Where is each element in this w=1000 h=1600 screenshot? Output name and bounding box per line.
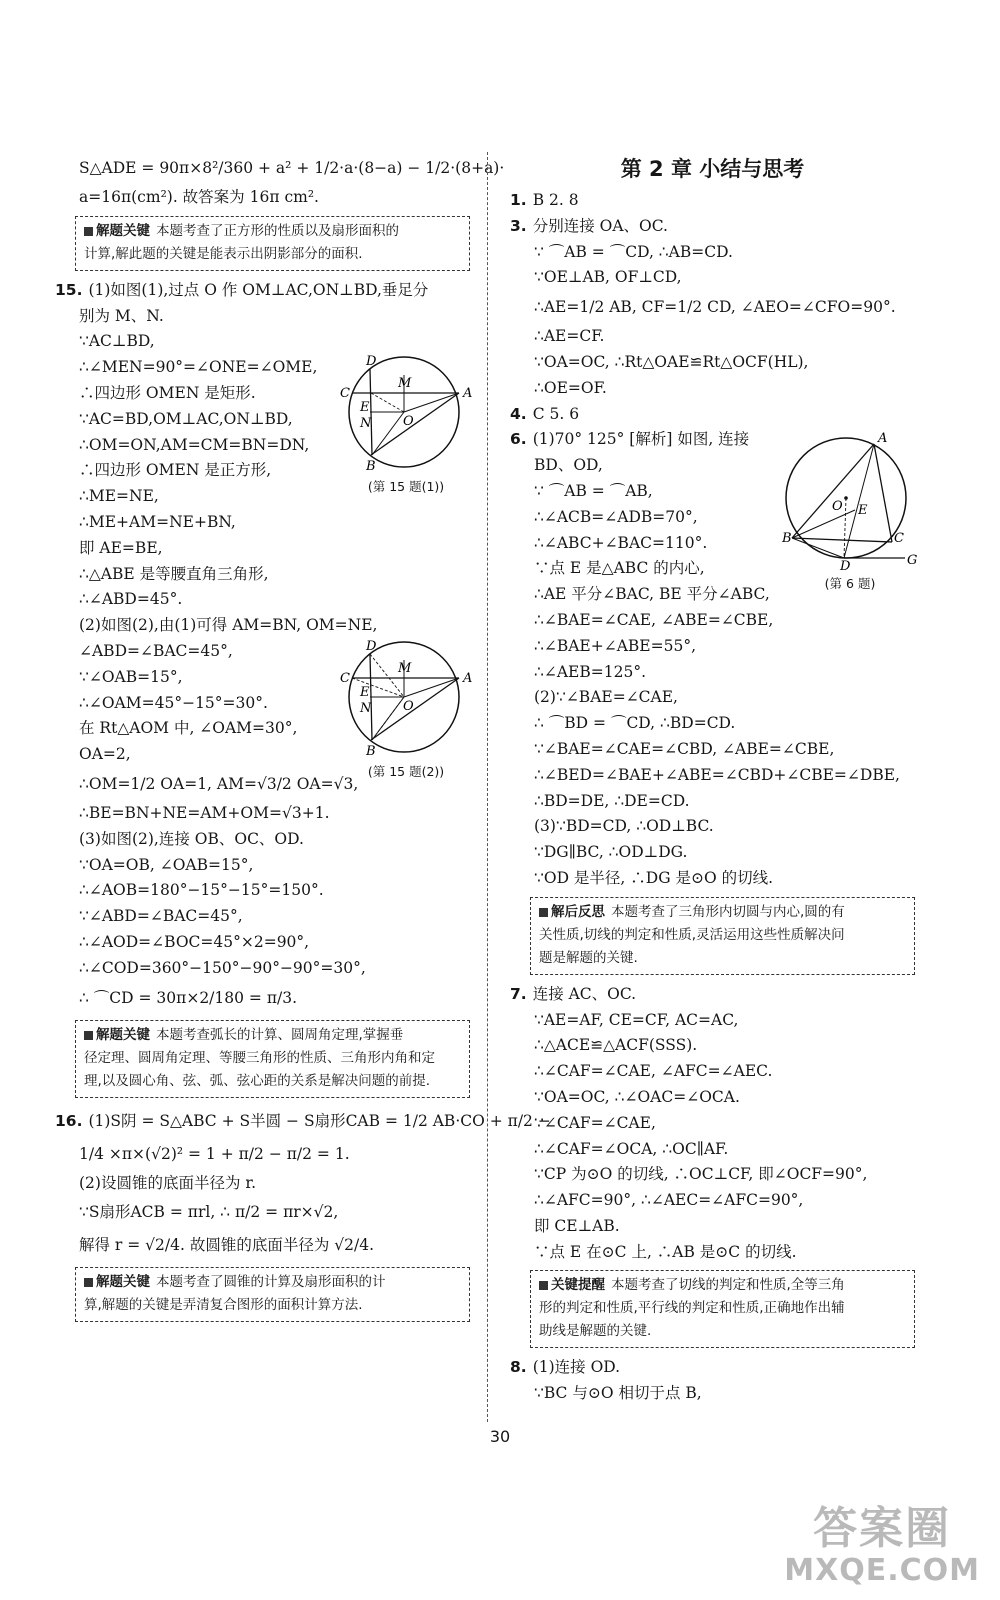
- text-line: [510, 479, 804, 505]
- figure-6: [780, 430, 920, 592]
- line-text: 别为 M、N.: [79, 306, 164, 325]
- fig6-label-B: B: [782, 531, 792, 546]
- tip-tag: 解后反思: [539, 904, 605, 920]
- line-text: (1)连接 OD.: [532, 1358, 621, 1377]
- text-line: [55, 665, 359, 691]
- fig15b-label-N: N: [360, 701, 372, 716]
- line-text: 即 AE=BE,: [79, 538, 163, 557]
- line-text: ∴∠OAM=45°−15°=30°.: [79, 693, 268, 712]
- tip-text: 径定理、圆周角定理、等腰三角形的性质、三角形内角和定: [84, 1049, 435, 1066]
- text-line: [510, 350, 915, 376]
- text-line: [55, 878, 470, 904]
- line-text: ∴∠AOB=180°−15°−15°=150°.: [79, 881, 324, 900]
- text-line: [510, 531, 804, 557]
- question-number: 8.: [510, 1358, 527, 1377]
- line-text: (1)70° 125° [解析] 如图, 连接: [532, 430, 750, 449]
- fig15b-label-O: O: [403, 699, 414, 714]
- text-line: [55, 982, 470, 1015]
- text-line: [510, 866, 915, 892]
- text-line: [55, 1196, 470, 1229]
- text-line: [510, 291, 915, 324]
- tip-box: [75, 1267, 470, 1322]
- text-line: [55, 853, 470, 879]
- text-line: [55, 433, 359, 459]
- line-text: ∵AC⊥BD,: [79, 332, 155, 351]
- question-number: 1.: [510, 191, 527, 209]
- text-line: [55, 304, 470, 330]
- tip-text: 形的判定和性质,平行线的判定和性质,正确地作出辅: [539, 1300, 845, 1317]
- tip-text: 助线是解题的关键.: [539, 1323, 652, 1340]
- line-text: ∵ ⌒AB = ⌒AB,: [534, 481, 653, 500]
- text-line: [55, 329, 470, 355]
- text-line: [55, 930, 470, 956]
- line-text: S△ADE = 90π×8²/360 + a² + 1/2·a·(8−a) − 1/2·(8+a)·: [79, 159, 505, 177]
- line-text: ∴BE=BN+NE=AM+OM=√3+1.: [79, 803, 330, 822]
- line-text: ∴OM=ON,AM=CM=BN=DN,: [79, 435, 310, 454]
- line-text: ∵S扇形ACB = πrl, ∴ π/2 = πr×√2,: [79, 1203, 339, 1222]
- line-text: ∴∠ABD=45°.: [79, 590, 183, 609]
- text-line: [510, 453, 804, 479]
- line-text: a=16π(cm²). 故答案为 16π cm².: [79, 188, 319, 206]
- tip-line: [84, 1294, 461, 1317]
- text-line: [510, 376, 915, 402]
- text-line: [510, 582, 804, 608]
- line-text: ∴AE=CF.: [534, 327, 605, 346]
- fig6-label-C: C: [894, 531, 904, 546]
- column-divider: [487, 152, 488, 1422]
- fig15a-label-C: C: [340, 386, 350, 401]
- line-text: 连接 AC、OC.: [532, 984, 637, 1003]
- tip-line: [84, 1024, 461, 1047]
- line-text: ∴ ⌒CD = 30π×2/180 = π/3.: [79, 988, 298, 1007]
- line-text: ∵OD 是半径, ∴DG 是⊙O 的切线.: [534, 868, 774, 887]
- line-text: ∴∠AOD=∠BOC=45°×2=90°,: [79, 932, 310, 951]
- text-line: [510, 685, 915, 711]
- line-text: ∴∠ACB=∠ADB=70°,: [534, 507, 698, 526]
- line-text: ∠ABD=∠BAC=45°,: [79, 641, 233, 660]
- line-text: (2)设圆锥的底面半径为 r.: [79, 1173, 257, 1192]
- text-line: [510, 240, 915, 266]
- text-line: [55, 904, 470, 930]
- text-line: [510, 214, 915, 240]
- line-text: ∵AE=AF, CE=CF, AC=AC,: [534, 1010, 739, 1029]
- figure-15-1: [336, 355, 476, 495]
- line-text: (3)如图(2),连接 OB、OC、OD.: [79, 829, 304, 848]
- text-line: [510, 982, 915, 1008]
- line-text: (2)∵∠BAE=∠CAE,: [534, 688, 678, 707]
- line-text: ∵∠OAB=15°,: [79, 667, 183, 686]
- question-number: 7.: [510, 984, 527, 1003]
- line-text: ∴△ACE≌△ACF(SSS).: [534, 1036, 698, 1055]
- tip-line: [539, 924, 906, 947]
- text-line: [55, 536, 359, 562]
- text-line: [510, 1111, 915, 1137]
- text-line: [55, 1171, 470, 1197]
- fig15a-label-N: N: [360, 416, 372, 431]
- text-line: [510, 711, 915, 737]
- line-text: 分别连接 OA、OC.: [532, 216, 668, 235]
- text-line: [55, 278, 470, 304]
- figure-15-1-caption: (第 15 题(1)): [367, 479, 445, 494]
- line-text: ∴∠MEN=90°=∠ONE=∠OME,: [79, 358, 318, 377]
- figure-15-2-diagram: [336, 640, 476, 758]
- text-line: [510, 402, 915, 428]
- fig15b-label-A: A: [463, 671, 473, 686]
- text-line: [510, 1381, 915, 1407]
- line-text: ∵CP 为⊙O 的切线, ∴OC⊥CF, 即∠OCF=90°,: [534, 1165, 868, 1184]
- text-line: [55, 768, 359, 801]
- tip-tag: 解题关键: [84, 1027, 150, 1043]
- line-text: ∴BD=DE, ∴DE=CD.: [534, 791, 690, 810]
- fig15a-label-M: M: [398, 376, 412, 391]
- fig6-label-D: D: [840, 559, 851, 570]
- line-text: ∴ME=NE,: [79, 487, 159, 506]
- fig15b-label-E: E: [360, 685, 370, 700]
- line-text: B 2. 8: [532, 191, 579, 209]
- text-line: [510, 1137, 915, 1163]
- fig6-label-G: G: [907, 553, 918, 568]
- tip-text: 本题考查了切线的判定和性质,全等三角: [611, 1277, 845, 1294]
- line-text: ∴ME+AM=NE+BN,: [79, 512, 236, 531]
- line-text: ∴∠AFC=90°, ∴∠AEC=∠AFC=90°,: [534, 1191, 804, 1210]
- tip-text: 本题考查弧长的计算、圆周角定理,掌握垂: [156, 1026, 404, 1043]
- figure-15-2: [336, 640, 476, 780]
- line-text: ∵ ⌒AB = ⌒CD, ∴AB=CD.: [534, 242, 733, 261]
- fig15b-label-M: M: [398, 661, 412, 676]
- tip-line: [84, 1271, 461, 1294]
- tip-text: 本题考查了圆锥的计算及扇形面积的计: [156, 1274, 386, 1291]
- text-line: [55, 484, 359, 510]
- chapter-title: 第 2 章 小结与思考: [620, 157, 805, 181]
- tip-box: [530, 1270, 915, 1348]
- text-line: [510, 814, 915, 840]
- fig15b-label-D: D: [366, 640, 377, 654]
- line-text: ∴∠BAE=∠CAE, ∠ABE=∠CBE,: [534, 610, 774, 629]
- watermark-logo: 答案圈 MXQE.COM: [784, 1503, 980, 1588]
- tip-line: [84, 243, 461, 266]
- fig15a-label-D: D: [366, 355, 377, 369]
- tip-text: 本题考查了三角形内切圆与内心,圆的有: [611, 903, 845, 920]
- line-text: ∴∠COD=360°−150°−90°−90°=30°,: [79, 958, 366, 977]
- text-line: [510, 634, 804, 660]
- page-number: 30: [489, 1427, 511, 1446]
- tip-text: 理,以及圆心角、弦、弧、弦心距的关系是解决问题的前提.: [84, 1072, 431, 1089]
- line-text: ∵点 E 在⊙C 上, ∴AB 是⊙C 的切线.: [534, 1242, 797, 1261]
- line-text: ∴∠BAE+∠ABE=55°,: [534, 636, 697, 655]
- question-number: 4.: [510, 404, 527, 423]
- text-line: [510, 1059, 915, 1085]
- question-number: 15.: [55, 280, 83, 299]
- tip-line: [539, 1320, 906, 1343]
- tip-box: [530, 897, 915, 975]
- text-line: [55, 1138, 470, 1171]
- text-line: [55, 742, 359, 768]
- tip-text: 算,解题的关键是弄清复合图形的面积计算方法.: [84, 1297, 363, 1314]
- line-text: 1/4 ×π×(√2)² = 1 + π/2 − π/2 = 1.: [79, 1144, 350, 1163]
- text-line: [510, 1355, 915, 1381]
- line-text: ∴四边形 OMEN 是正方形,: [79, 461, 272, 480]
- text-line: [510, 1188, 915, 1214]
- text-line: [55, 639, 359, 665]
- question-number: 16.: [55, 1111, 83, 1130]
- text-line: [510, 1008, 915, 1034]
- text-line: [55, 956, 470, 982]
- line-text: (1)S阴 = S△ABC + S半圆 − S扇形CAB = 1/2 AB·CO + π/2 −: [88, 1111, 551, 1130]
- tip-line: [84, 1070, 461, 1093]
- line-text: C 5. 6: [532, 404, 580, 423]
- line-text: ∵OE⊥AB, OF⊥CD,: [534, 268, 682, 287]
- text-line: [55, 716, 359, 742]
- line-text: ∵∠BAE=∠CAE=∠CBD, ∠ABE=∠CBE,: [534, 739, 835, 758]
- fig6-label-A: A: [878, 431, 888, 446]
- line-text: ∴∠CAF=∠OCA, ∴OC∥AF.: [534, 1139, 729, 1158]
- tip-box: [75, 1020, 470, 1098]
- text-line: [55, 510, 359, 536]
- text-line: [510, 265, 915, 291]
- fig6-label-E: E: [858, 503, 868, 518]
- text-line: [510, 556, 804, 582]
- line-text: ∴∠ABC+∠BAC=110°.: [534, 533, 708, 552]
- line-text: ∵DG∥BC, ∴OD⊥DG.: [534, 843, 688, 862]
- fig15b-label-C: C: [340, 671, 350, 686]
- text-line: [510, 660, 804, 686]
- fig15b-label-B: B: [366, 744, 376, 758]
- text-line: [55, 1105, 551, 1138]
- text-line: [510, 763, 915, 789]
- text-line: [510, 427, 780, 453]
- line-text: ∴四边形 OMEN 是矩形.: [79, 383, 256, 402]
- line-text: ∵BC 与⊙O 相切于点 B,: [534, 1384, 702, 1403]
- text-line: [510, 789, 915, 815]
- question-number: 6.: [510, 430, 527, 449]
- text-line: [510, 505, 804, 531]
- fig6-label-O: O: [832, 499, 843, 514]
- tip-text: 计算,解此题的关键是能表示出阴影部分的面积.: [84, 245, 363, 262]
- text-line: [55, 185, 470, 211]
- text-line: [510, 737, 915, 763]
- tip-tag: 解题关键: [84, 1274, 150, 1290]
- tip-box: [75, 216, 470, 271]
- text-line: [55, 152, 505, 185]
- text-line: [55, 587, 359, 613]
- text-line: [55, 801, 359, 827]
- line-text: OA=2,: [79, 745, 131, 764]
- fig15a-label-A: A: [463, 386, 473, 401]
- text-line: [510, 1162, 915, 1188]
- tip-text: 本题考查了正方形的性质以及扇形面积的: [156, 222, 399, 239]
- line-text: ∴∠CAF=∠CAE, ∠AFC=∠AEC.: [534, 1062, 773, 1081]
- figure-15-2-caption: (第 15 题(2)): [367, 764, 445, 779]
- line-text: ∵OA=OC, ∴Rt△OAE≌Rt△OCF(HL),: [534, 352, 809, 371]
- text-line: [510, 324, 915, 350]
- line-text: ∴∠AEB=125°.: [534, 662, 646, 681]
- text-line: [510, 1033, 915, 1059]
- tip-text: 题是解题的关键.: [539, 949, 638, 966]
- line-text: ∵∠CAF=∠CAE,: [534, 1113, 656, 1132]
- tip-text: 关性质,切线的判定和性质,灵活运用这些性质解决问: [539, 926, 845, 943]
- tip-tag: 解题关键: [84, 223, 150, 239]
- text-line: [55, 613, 378, 639]
- text-line: [55, 691, 359, 717]
- text-line: [55, 827, 470, 853]
- figure-6-caption: (第 6 题): [824, 576, 876, 591]
- line-text: ∴∠BED=∠BAE+∠ABE=∠CBD+∠CBE=∠DBE,: [534, 765, 900, 784]
- text-line: [510, 1214, 915, 1240]
- line-text: ∵∠ABD=∠BAC=45°,: [79, 907, 243, 926]
- line-text: (3)∵BD=CD, ∴OD⊥BC.: [534, 817, 714, 836]
- line-text: 在 Rt△AOM 中, ∠OAM=30°,: [79, 719, 298, 738]
- line-text: ∵点 E 是△ABC 的内心,: [534, 559, 705, 578]
- line-text: 即 CE⊥AB.: [534, 1216, 620, 1235]
- text-line: [510, 1240, 915, 1266]
- line-text: BD、OD,: [534, 456, 603, 475]
- tip-line: [539, 1274, 906, 1297]
- line-text: ∴AE=1/2 AB, CF=1/2 CD, ∠AEO=∠CFO=90°.: [534, 298, 896, 317]
- line-text: ∴AE 平分∠BAC, BE 平分∠ABC,: [534, 585, 770, 604]
- tip-tag: 关键提醒: [539, 1277, 605, 1293]
- line-text: ∴OE=OF.: [534, 378, 607, 397]
- figure-6-diagram: [780, 430, 920, 570]
- line-text: (2)如图(2),由(1)可得 AM=BN, OM=NE,: [79, 616, 378, 635]
- text-line: [55, 458, 359, 484]
- figure-15-1-diagram: [336, 355, 476, 473]
- line-text: ∴△ABE 是等腰直角三角形,: [79, 564, 269, 583]
- text-line: [510, 608, 804, 634]
- fig15a-label-O: O: [403, 414, 414, 429]
- right-column: [510, 152, 918, 1407]
- text-line: [510, 1085, 915, 1111]
- line-text: ∵AC=BD,OM⊥AC,ON⊥BD,: [79, 409, 293, 428]
- question-number: 3.: [510, 216, 527, 235]
- text-line: [55, 1229, 470, 1262]
- line-text: ∴ ⌒BD = ⌒CD, ∴BD=CD.: [534, 714, 736, 733]
- line-text: ∵OA=OB, ∠OAB=15°,: [79, 855, 254, 874]
- tip-line: [84, 220, 461, 243]
- fig15a-label-B: B: [366, 459, 376, 473]
- tip-line: [84, 1047, 461, 1070]
- line-text: ∴OM=1/2 OA=1, AM=√3/2 OA=√3,: [79, 774, 359, 793]
- tip-line: [539, 947, 906, 970]
- text-line: [55, 562, 359, 588]
- tip-line: [539, 1297, 906, 1320]
- line-text: 解得 r = √2/4. 故圆锥的底面半径为 √2/4.: [79, 1236, 375, 1255]
- line-text: (1)如图(1),过点 O 作 OM⊥AC,ON⊥BD,垂足分: [88, 280, 429, 299]
- tip-line: [539, 901, 906, 924]
- text-line: [510, 188, 915, 214]
- line-text: ∵OA=OC, ∴∠OAC=∠OCA.: [534, 1087, 740, 1106]
- text-line: [510, 840, 915, 866]
- fig15a-label-E: E: [360, 400, 370, 415]
